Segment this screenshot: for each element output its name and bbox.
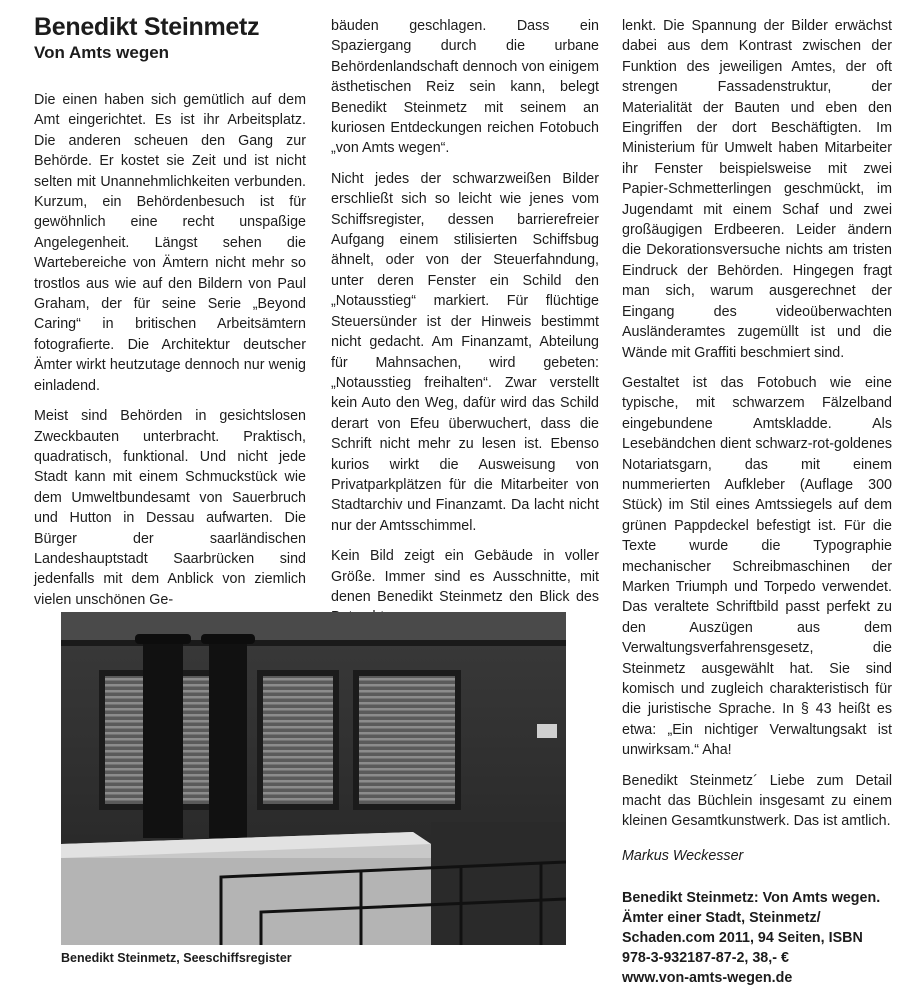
paragraph: Kein Bild zeigt ein Gebäude in voller Größe. Immer sind es Ausschnitte, mit denen Benedikt Steinmetz den Blick des [331,548,599,605]
paragraph: Nicht jedes der schwarzweißen Bilder erschließt sich so leicht wie jenes vom Schiffsregister, dessen barrierefreier Aufgang einem stilisierten Schiffsbug ähnelt, oder von der Steuerfahndung, unter deren Fenster ein Schild den „Notausstieg“ markiert. Für flüchtige Steuersünder ist der Hinweis bestimmt nicht gedacht. Am Finanzamt, Abteilung für Mahnsachen, wird gebeten: „Notausstieg freihalten“. Zwar verstellt kein Auto den Weg, dafür wird das Schild derart von Efeu überwuchert, dass die Schrift nicht mehr zu lesen ist. Ebenso kurios wirkt die Ausweisung von Privatparkplätzen für die Mitarbeiter von Stadtarchiv und Finanzamt. Da lacht nicht nur der Amtsschimmel. [331,170,599,534]
building-photo [61,612,566,945]
paragraph: Gestaltet ist das Fotobuch wie eine typische, mit schwarzem Fälzelband eingebundene Amtskladde. Als Lesebändchen dient schwarz-rot-goldenes Notariatsgarn, das mit einem nummerierten Aufkleber (Auflage 300 Stück) im Stil eines Amtssiegels auf dem grünen Pappdeckel befestigt ist. Für die Texte wurde die Typographie mechanischer Schreibmaschinen der Marken Triumph und Torpedo verwendet. Das veraltete Schriftbild passt perfekt zu den Auszügen aus dem Verwaltungsverfahrensgesetz, die Steinmetz ausgewählt hat. Sie sind komisch und zugleich charakteristisch für die juristische Sprache. In § 43 heißt es etwa: „Ein nichtiger Verwaltungsakt ist unwirksam.“ Aha! [622,374,892,759]
book-info [622,888,892,988]
paragraph: Benedikt Steinmetz´ Liebe zum Detail macht das Büchlein insgesamt zu einem kleinen Gesamtkunstwerk. Das ist amtlich. [622,772,892,830]
paragraph: Die einen haben sich gemütlich auf dem Amt eingerichtet. Es ist ihr Arbeitsplatz. Die anderen scheuen den Gang zur Behörde. Er kostet sie Zeit und ist nicht selten mit Unannehmlichkeiten verbunden. Kurzum, ein Behördenbesuch ist für gewöhnlich eine recht unspaßige Angelegenheit. Längst sehen die Wartebereiche von Ämtern nicht mehr so trostlos aus wie auf den Bildern von Paul Graham, der für seine Serie „Beyond Caring“ in britischen Arbeitsämtern fotografierte. Die Architektur deutscher Ämter wirkt heutzutage dennoch nur wenig einladend. [34,92,306,394]
article-title: Benedikt Steinmetz [34,13,260,41]
photo-caption: Benedikt Steinmetz, Seeschiffsregister [61,951,292,965]
book-details: Benedikt Steinmetz: Von Amts wegen. Ämter einer Stadt, Steinmetz/ Schaden.com 2011, 94 Seiten, ISBN 978-3-932187-87-2, 38,- € [622,890,881,967]
column-2 [331,16,599,638]
paragraph: Meist sind Behörden in gesichtslosen Zweckbauten unterbracht. Praktisch, quadratisch, funktional. Und nicht jede Stadt kann mit einem Schmuckstück wie dem Umweltbundesamt von Sauerbruch und Hutton in Dessau aufwarten. Die Bürger der saarländischen Landeshauptstadt Saarbrücken sind jedenfalls mit dem Anblick von ziemlich vielen unschönen Ge- [34,408,306,608]
author-byline: Markus Weckesser [622,847,744,864]
column-3 [622,16,892,988]
paragraph: bäuden geschlagen. Dass ein Spaziergang durch die urbane Behördenlandschaft dennoch von einigem ästhetischen Reiz sein kann, belegt Benedikt Steinmetz mit seinem an kuriosen Entdeckungen reichen Fotobuch „von Amts wegen“. [331,18,599,157]
column-1 [34,8,306,620]
photo-illustration [61,612,566,945]
article-subtitle: Von Amts wegen [34,43,170,62]
book-url[interactable]: www.von-amts-wegen.de [622,970,793,987]
paragraph: lenkt. Die Spannung der Bilder erwächst dabei aus dem Kontrast zwischen der Funktion des jeweiligen Amtes, der oft strengen Fassadenstruktur, der Materialität der Bauten und eben den Eingriffen der dort Beschäftigten. Im Ministerium für Umwelt haben Mitarbeiter ihr Fenster beispielsweise mit zwei Papier-Schmetterlingen geschmückt, im Jugendamt mit einem Schaf und zwei großäugigen Erdbeeren. Leider ändern die Dekorationsversuche nichts am tristen Eindruck der Behörden. Hingegen fragt man sich, warum ausgerechnet der Eingang des videoüberwachten Ausländeramtes zugemüllt ist und die Wände mit Graffiti beschmiert sind. [622,18,892,361]
